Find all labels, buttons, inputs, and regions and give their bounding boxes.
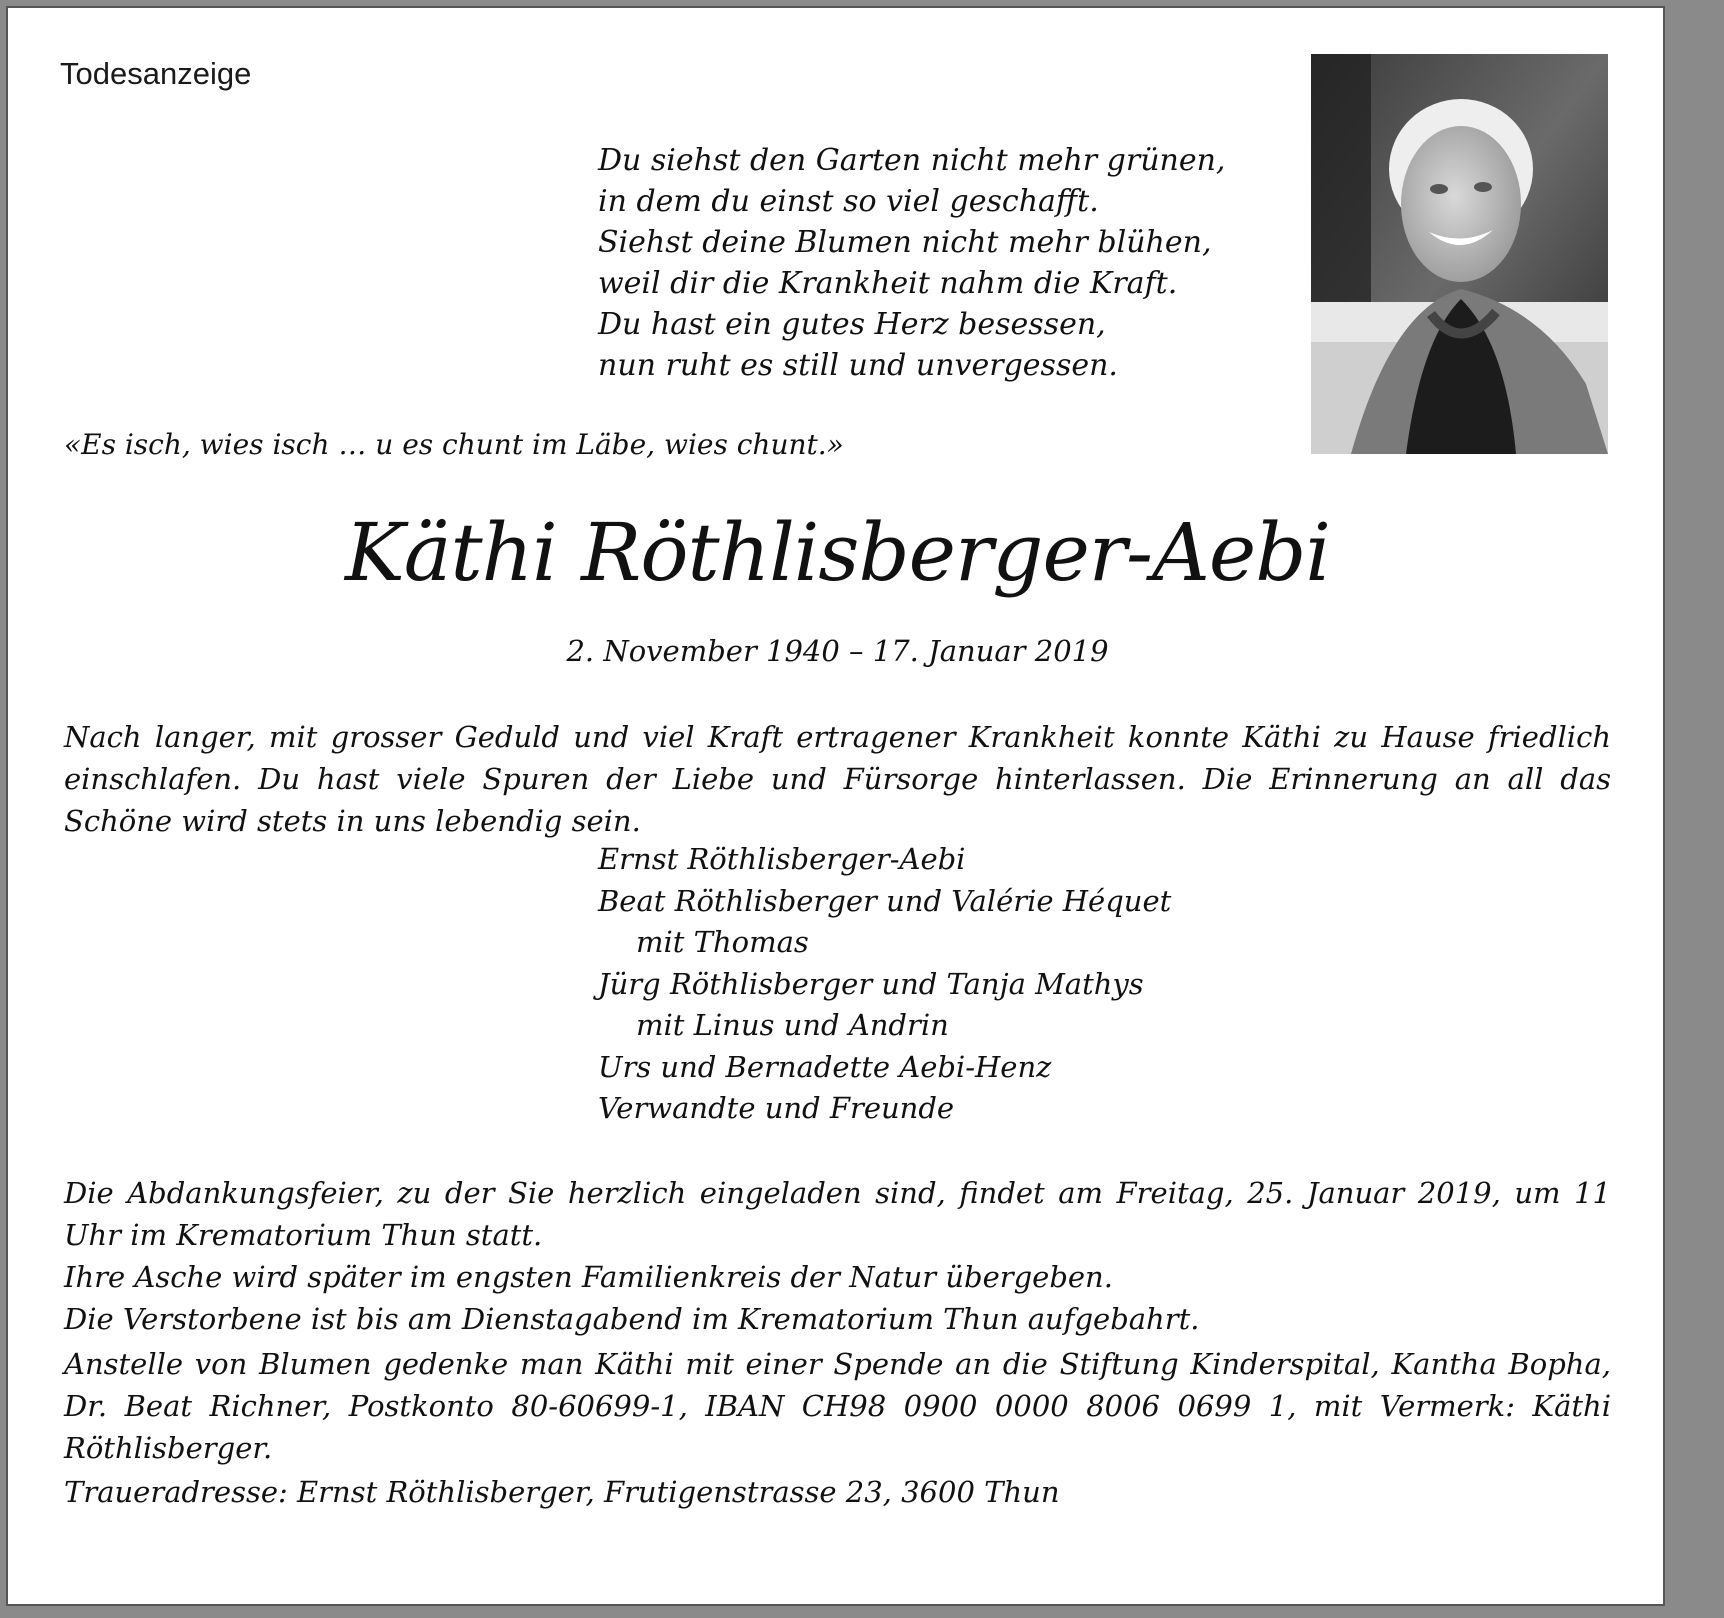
poem-line: in dem du einst so viel geschafft. [598, 184, 1099, 219]
poem-line: Siehst deine Blumen nicht mehr blühen, [598, 225, 1212, 260]
mourner-line: Beat Röthlisberger und Valérie Héquet [598, 883, 1172, 918]
mourner-line: Jürg Röthlisberger und Tanja Mathys [598, 966, 1144, 1001]
ceremony-details [64, 1172, 1611, 1340]
mourner-line: mit Linus und Andrin [636, 1008, 949, 1042]
life-dates: 2. November 1940 – 17. Januar 2019 [566, 634, 1109, 668]
poem [598, 140, 1225, 386]
mourning-address: Traueradresse: Ernst Röthlisberger, Frutigenstrasse 23, 3600 Thun [64, 1475, 1060, 1509]
mourner-line: Verwandte und Freunde [598, 1091, 955, 1125]
mourner-line: mit Thomas [636, 925, 809, 959]
notice-type-label: Todesanzeige [60, 56, 252, 91]
obituary-sheet [6, 6, 1665, 1606]
mourner-line: Urs und Bernadette Aebi-Henz [598, 1049, 1052, 1084]
farewell-message: Nach langer, mit grosser Geduld und viel Kraft ertragener Krankheit konnte Käthi zu Hause friedlich einschlafen. Du hast viele Spuren der Liebe und Fürsorge hinterlassen. Die Erinnerung an all das Schöne wird stets in uns lebendig sein. [64, 720, 1611, 838]
poem-line: weil dir die Krankheit nahm die Kraft. [598, 266, 1178, 301]
ceremony-invitation: Die Abdankungsfeier, zu der Sie herzlich eingeladen sind, findet am Freitag, 25. Januar 2019, um 11 Uhr im Krematorium Thun statt. [64, 1176, 1611, 1252]
poem-line: nun ruht es still und unvergessen. [598, 348, 1118, 383]
poem-line: Du hast ein gutes Herz besessen, [598, 307, 1106, 342]
dialect-quote: «Es isch, wies isch … u es chunt im Läbe, wies chunt.» [64, 428, 844, 461]
mourners-list [598, 839, 1171, 1130]
poem-line: Du siehst den Garten nicht mehr grünen, [598, 143, 1226, 178]
ceremony-viewing: Die Verstorbene ist bis am Dienstagabend im Krematorium Thun aufgebahrt. [64, 1302, 1200, 1336]
donation-request: Anstelle von Blumen gedenke man Käthi mit einer Spende an die Stiftung Kinderspital, Kantha Bopha, Dr. Beat Richner, Postkonto 80-60699-1, IBAN CH98 0900 0000 8006 0699 1, mit Vermerk: Käthi Röthlisberger. [64, 1347, 1611, 1465]
portrait-photo [1311, 54, 1608, 454]
deceased-name: Käthi Röthlisberger-Aebi [345, 506, 1330, 599]
ceremony-ashes: Ihre Asche wird später im engsten Familienkreis der Natur übergeben. [64, 1260, 1113, 1294]
mourner-line: Ernst Röthlisberger-Aebi [598, 842, 966, 876]
